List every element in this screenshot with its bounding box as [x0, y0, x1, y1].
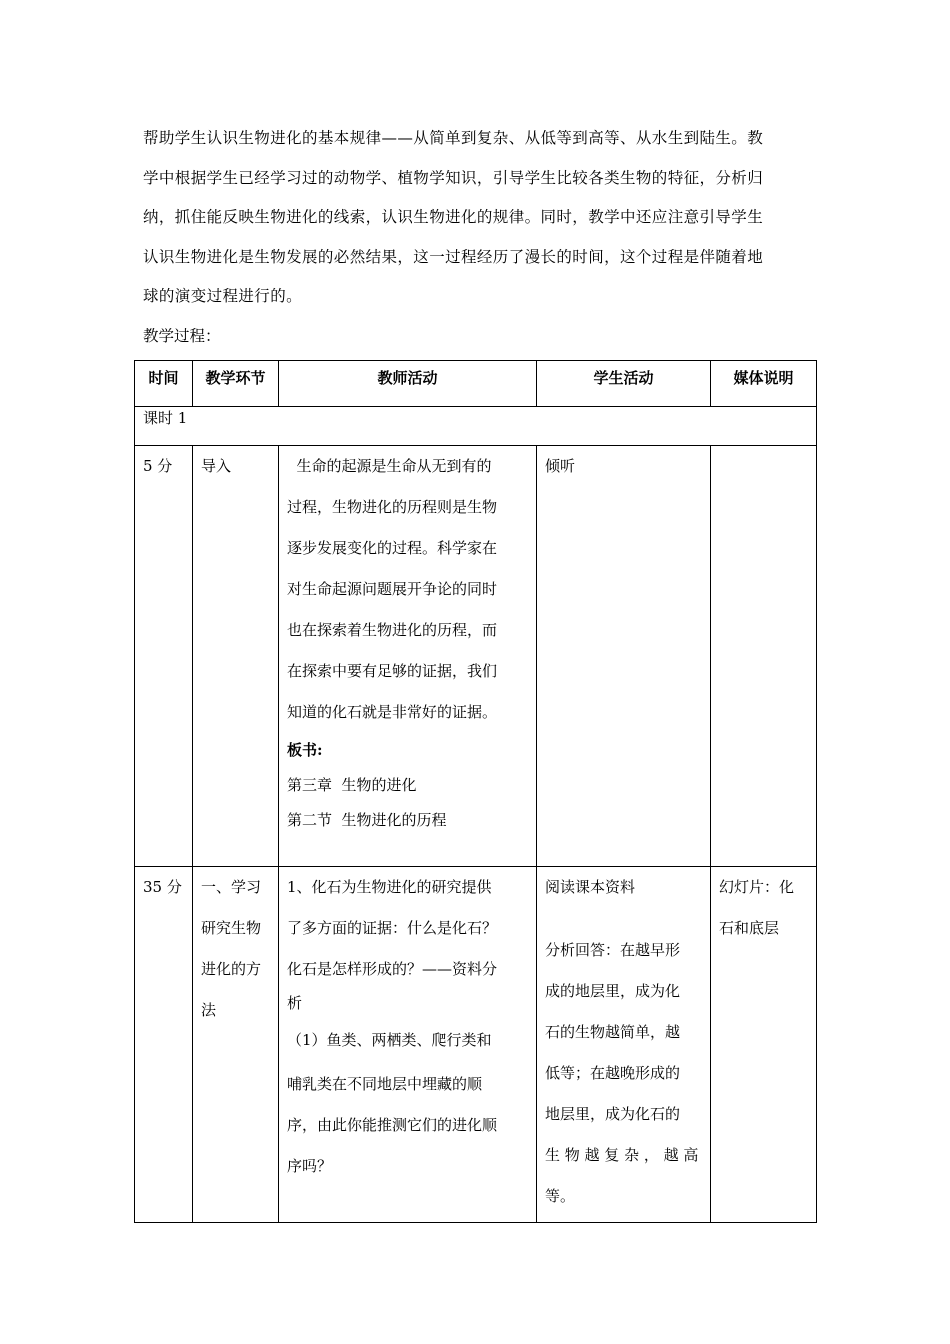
- media-cell: [711, 867, 817, 1223]
- teacher-line: 1、化石为生物进化的研究提供: [287, 878, 492, 896]
- teacher-cell: [279, 867, 537, 1223]
- teacher-line: 了多方面的证据：什么是化石？: [287, 919, 498, 937]
- process-heading: 教学过程：: [143, 327, 221, 345]
- student-line: 等。: [545, 1187, 576, 1205]
- intro-line: 学中根据学生已经学习过的动物学、植物学知识，引导学生比较各类生物的特征，分析归: [143, 168, 764, 187]
- teacher-line: 知道的化石就是非常好的证据。: [287, 703, 498, 721]
- teacher-line: 过程，生物进化的历程则是生物: [287, 498, 498, 516]
- stage-line: 法: [201, 1001, 217, 1019]
- lesson-table: [134, 360, 817, 1223]
- student-line: 成的地层里，成为化: [545, 982, 681, 1000]
- stage-line: 研究生物: [201, 919, 262, 937]
- teacher-line: 也在探索着生物进化的历程，而: [287, 621, 498, 639]
- media-cell: [711, 446, 817, 867]
- student-line: 石的生物越简单，越: [545, 1023, 681, 1041]
- time-cell: [135, 867, 193, 1223]
- teacher-line: 逐步发展变化的过程。科学家在: [287, 539, 498, 557]
- header-media: 媒体说明: [711, 361, 817, 407]
- student-line: 倾听: [545, 457, 576, 475]
- table-row: [135, 867, 817, 1223]
- teacher-line: 在探索中要有足够的证据，我们: [287, 662, 498, 680]
- teacher-line: （1）鱼类、两栖类、爬行类和: [287, 1031, 492, 1049]
- session-row: [135, 407, 817, 446]
- time-cell: [135, 446, 193, 867]
- time-value: 35 分: [143, 878, 182, 896]
- teacher-line: 哺乳类在不同地层中埋藏的顺: [287, 1075, 483, 1093]
- header-teacher-activity: 教师活动: [279, 361, 537, 407]
- table-row: [135, 446, 817, 867]
- media-line: 幻灯片：化: [719, 878, 795, 896]
- student-line: 阅读课本资料: [545, 878, 636, 896]
- teacher-line: 序吗？: [287, 1157, 333, 1175]
- header-stage: 教学环节: [193, 361, 279, 407]
- student-line: 分析回答：在越早形: [545, 941, 681, 959]
- stage-cell: [193, 446, 279, 867]
- teacher-line: 析: [287, 994, 303, 1012]
- intro-line: 认识生物进化是生物发展的必然结果，这一过程经历了漫长的时间，这个过程是伴随着地: [143, 247, 764, 266]
- board-line: 第二节 生物进化的历程: [287, 811, 447, 829]
- intro-line: 纳，抓住能反映生物进化的线索，认识生物进化的规律。同时，教学中还应注意引导学生: [143, 208, 764, 226]
- intro-line: 球的演变过程进行的。: [143, 287, 303, 305]
- stage-line: 导入: [201, 457, 232, 475]
- media-line: 石和底层: [719, 919, 780, 937]
- session-label: 课时 1: [135, 407, 817, 446]
- student-cell: [537, 446, 711, 867]
- intro-line: 帮助学生认识生物进化的基本规律——从简单到复杂、从低等到高等、从水生到陆生。教: [143, 129, 764, 147]
- student-line: 地层里，成为化石的: [545, 1105, 681, 1123]
- student-line: 生 物 越 复 杂 ， 越 高: [545, 1146, 699, 1164]
- board-line: 第三章 生物的进化: [287, 776, 417, 794]
- stage-cell: [193, 867, 279, 1223]
- student-cell: [537, 867, 711, 1223]
- time-value: 5 分: [143, 457, 173, 475]
- board-label: 板书:: [287, 741, 323, 759]
- teacher-line: 化石是怎样形成的？——资料分: [287, 960, 498, 978]
- teacher-line: 对生命起源问题展开争论的同时: [287, 580, 498, 598]
- teacher-line: 序，由此你能推测它们的进化顺: [287, 1116, 498, 1134]
- intro-paragraph: [143, 119, 815, 317]
- teacher-cell: [279, 446, 537, 867]
- stage-line: 进化的方: [201, 960, 262, 978]
- student-line: 低等；在越晚形成的: [545, 1064, 681, 1082]
- table-header-row: [135, 361, 817, 407]
- header-student-activity: 学生活动: [537, 361, 711, 407]
- header-time: 时间: [135, 361, 193, 407]
- teacher-line: 生命的起源是生命从无到有的: [287, 457, 492, 475]
- stage-line: 一、学习: [201, 878, 262, 896]
